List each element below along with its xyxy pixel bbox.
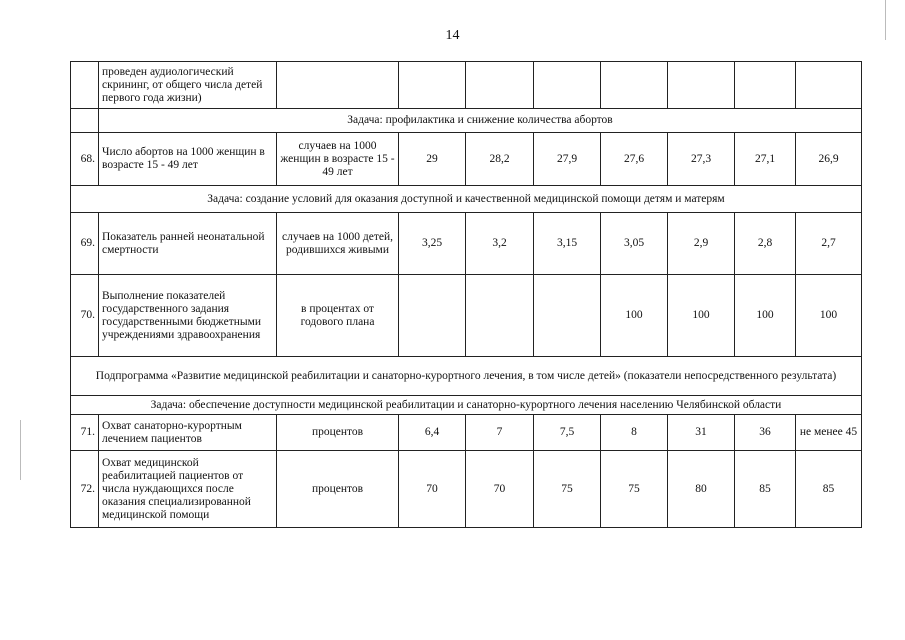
indicator-name: проведен аудиологический скрининг, от общего числа детей первого года жизни) — [99, 62, 277, 109]
value-cell: не менее 45 — [796, 415, 862, 451]
table-row — [71, 133, 862, 186]
unit-cell — [277, 62, 399, 109]
value-cell: 28,2 — [466, 133, 534, 186]
task-heading: Задача: создание условий для оказания доступной и качественной медицинской помощи детям и матерям — [71, 186, 862, 213]
value-cell: 27,3 — [668, 133, 735, 186]
value-cell: 3,25 — [399, 213, 466, 275]
value-cell — [796, 62, 862, 109]
value-cell — [399, 275, 466, 357]
value-cell: 27,6 — [601, 133, 668, 186]
table-row — [71, 213, 862, 275]
table-row — [71, 451, 862, 528]
table-row — [71, 275, 862, 357]
task-row — [71, 186, 862, 213]
value-cell: 3,15 — [534, 213, 601, 275]
value-cell: 2,9 — [668, 213, 735, 275]
value-cell: 7 — [466, 415, 534, 451]
indicator-name: Охват санаторно-курортным лечением пациентов — [99, 415, 277, 451]
value-cell: 26,9 — [796, 133, 862, 186]
value-cell: 8 — [601, 415, 668, 451]
value-cell: 7,5 — [534, 415, 601, 451]
unit-cell: случаев на 1000 детей, родившихся живыми — [277, 213, 399, 275]
value-cell: 29 — [399, 133, 466, 186]
value-cell — [601, 62, 668, 109]
value-cell: 27,9 — [534, 133, 601, 186]
unit-cell: в процентах от годового плана — [277, 275, 399, 357]
task-row — [71, 109, 862, 133]
value-cell: 31 — [668, 415, 735, 451]
row-number: 71. — [71, 415, 99, 451]
value-cell — [735, 62, 796, 109]
scan-artifact — [885, 0, 886, 40]
value-cell: 36 — [735, 415, 796, 451]
value-cell — [466, 275, 534, 357]
unit-cell: процентов — [277, 415, 399, 451]
value-cell: 100 — [796, 275, 862, 357]
row-number: 70. — [71, 275, 99, 357]
value-cell: 85 — [735, 451, 796, 528]
value-cell: 3,2 — [466, 213, 534, 275]
value-cell: 70 — [399, 451, 466, 528]
value-cell: 85 — [796, 451, 862, 528]
task-row — [71, 396, 862, 415]
value-cell: 6,4 — [399, 415, 466, 451]
unit-cell: случаев на 1000 женщин в возрасте 15 - 49 лет — [277, 133, 399, 186]
task-heading: Задача: профилактика и снижение количества абортов — [99, 109, 862, 133]
row-number: 69. — [71, 213, 99, 275]
table-row — [71, 415, 862, 451]
value-cell — [668, 62, 735, 109]
row-number: 68. — [71, 133, 99, 186]
value-cell: 100 — [668, 275, 735, 357]
value-cell: 80 — [668, 451, 735, 528]
value-cell — [534, 62, 601, 109]
indicator-name: Выполнение показателей государственного задания государственными бюджетными учреждениями здравоохранения — [99, 275, 277, 357]
indicator-name: Число абортов на 1000 женщин в возрасте 15 - 49 лет — [99, 133, 277, 186]
value-cell: 27,1 — [735, 133, 796, 186]
value-cell — [399, 62, 466, 109]
subprogram-heading: Подпрограмма «Развитие медицинской реабилитации и санаторно-курортного лечения, в том числе детей» (показатели непосредственного результата) — [71, 357, 862, 396]
value-cell: 2,8 — [735, 213, 796, 275]
scan-artifact — [20, 420, 21, 480]
value-cell: 75 — [534, 451, 601, 528]
blank-cell — [71, 109, 99, 133]
row-number-cell — [71, 62, 99, 109]
value-cell: 100 — [601, 275, 668, 357]
unit-cell: процентов — [277, 451, 399, 528]
row-number: 72. — [71, 451, 99, 528]
indicators-table — [70, 61, 862, 528]
value-cell — [466, 62, 534, 109]
task-heading: Задача: обеспечение доступности медицинской реабилитации и санаторно-курортного лечения населению Челябинской области — [71, 396, 862, 415]
value-cell: 100 — [735, 275, 796, 357]
value-cell — [534, 275, 601, 357]
value-cell: 70 — [466, 451, 534, 528]
value-cell: 75 — [601, 451, 668, 528]
subprogram-row — [71, 357, 862, 396]
value-cell: 2,7 — [796, 213, 862, 275]
indicator-name: Показатель ранней неонатальной смертности — [99, 213, 277, 275]
indicator-name: Охват медицинской реабилитацией пациентов от числа нуждающихся после оказания специализированной медицинской помощи — [99, 451, 277, 528]
page-number: 14 — [445, 28, 460, 43]
value-cell: 3,05 — [601, 213, 668, 275]
table-row — [71, 62, 862, 109]
